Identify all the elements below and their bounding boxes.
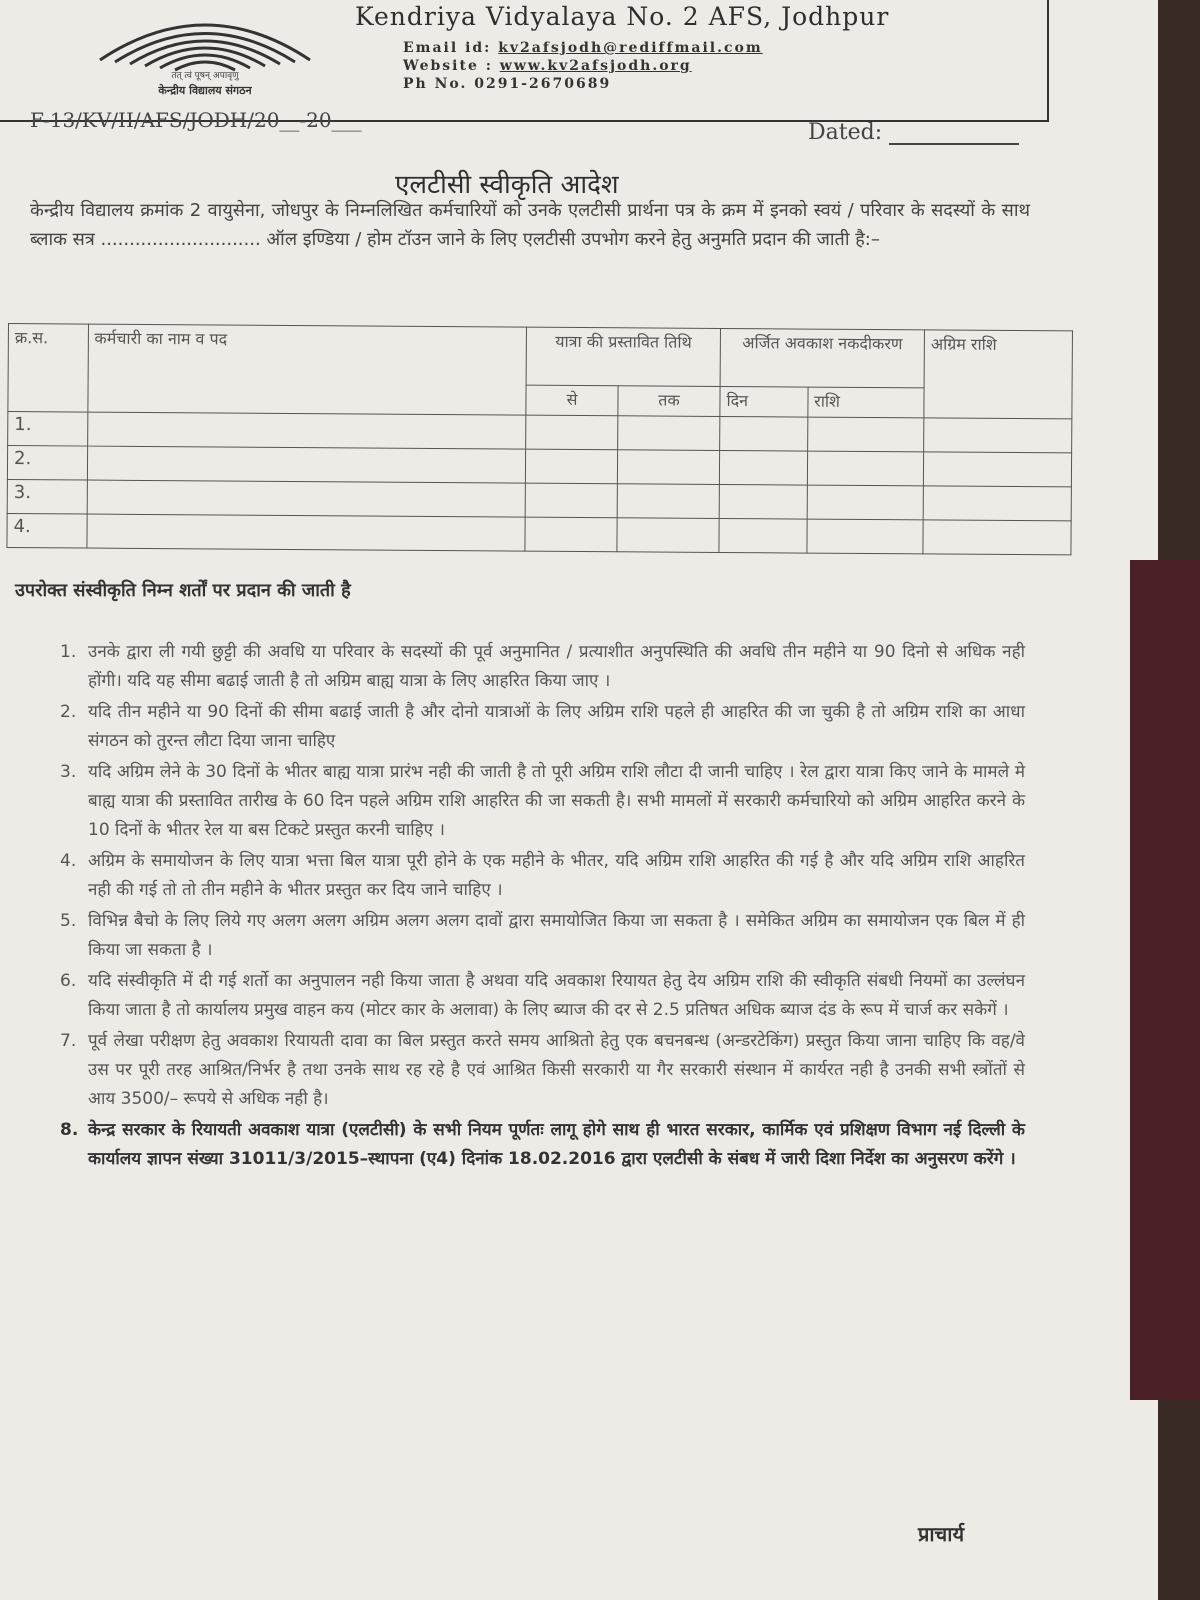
condition-number: 4.: [60, 851, 77, 871]
condition-item: [40, 638, 1025, 696]
table-row: [7, 513, 1071, 554]
email-line: [403, 40, 763, 56]
condition-number: 2.: [60, 702, 77, 722]
name-cell[interactable]: [87, 480, 526, 517]
name-cell[interactable]: [87, 446, 526, 483]
principal-signature-label: प्राचार्य: [918, 1522, 965, 1546]
row-number: 3.: [7, 479, 87, 514]
conditions-list: [40, 638, 1025, 1176]
ltc-employee-table: [6, 323, 1073, 555]
col-header-leave-encashment: अर्जित अवकाश नकदीकरण: [720, 328, 924, 387]
email-value: kv2afsjodh@rediffmail.com: [498, 40, 763, 56]
logo-motto: तत् त्वं पूषन् अपावृणु: [171, 71, 239, 81]
condition-number: 8.: [60, 1120, 79, 1140]
condition-text: यदि अग्रिम लेने के 30 दिनों के भीतर बाह्य यात्रा प्रारंभ नही की जाती है तो पूरी अग्रिम राशि लौटा दी जानी चाहिए । रेल द्वारा यात्रा किए जाने के मामले मे बाह्य यात्रा की प्रस्तावित तारीख के 60 दिन पहले अग्रिम राशि आहरित की जा सकती है। सभी मामलों में सरकारी कर्मचारियो को अग्रिम आहरित करने के 10 दिनों के भीतर रेल या बस टिकटे प्रस्तुत करनी चाहिए ।: [88, 762, 1025, 840]
phone-line: Ph No. 0291-2670689: [403, 76, 612, 92]
website-value: www.kv2afsjodh.org: [499, 58, 692, 74]
col-header-name: कर्मचारी का नाम व पद: [87, 324, 526, 415]
kvs-logo-icon: [60, 0, 350, 100]
document-title: एलटीसी स्वीकृति आदेश: [395, 170, 619, 200]
website-line: [403, 58, 692, 74]
condition-item: [40, 907, 1025, 965]
dated-label: Dated:: [808, 120, 883, 145]
condition-number: 3.: [60, 762, 77, 782]
col-header-days: दिन: [720, 386, 808, 417]
dated-field: [808, 120, 1019, 145]
intro-paragraph: केन्द्रीय विद्यालय क्रमांक 2 वायुसेना, जोधपुर के निम्नलिखित कर्मचारियों को उनके एलटीसी प्रार्थना पत्र के क्रम में इनको स्वयं / परिवार के सदस्यों के साथ ब्लाक सत्र ............................ ऑल इण्डिया / होम टॉउन जाने के लिए एलटीसी उपभोग करने हेतु अनुमति प्रदान की जाती है:–: [30, 200, 1030, 250]
col-header-amount: राशि: [808, 387, 924, 418]
row-number: 1.: [8, 412, 88, 447]
condition-text: केन्द्र सरकार के रियायती अवकाश यात्रा (एलटीसी) के सभी नियम पूर्णतः लागू होगे साथ ही भारत सरकार, कार्मिक एवं प्रशिक्षण विभाग नई दिल्ली के कार्यालय ज्ञापन संख्या 31011/3/2015–स्थापना (ए4) दिनांक 18.02.2016 द्वारा एलटीसी के संबध में जारी दिशा निर्देश का अनुसरण करेंगे ।: [88, 1120, 1025, 1169]
row-number: 4.: [7, 513, 87, 548]
reference-number: F-13/KV/II/AFS/JODH/20__-20___: [30, 108, 362, 132]
name-cell[interactable]: [87, 412, 526, 449]
condition-text: उनके द्वारा ली गयी छुट्टी की अवधि या परिवार के सदस्यों की पूर्व अनुमानित / प्रत्याशीत अनुपस्थिति की अवधि तीन महीने या 90 दिनो से अधिक नही होंगी। यदि यह सीमा बढाई जाती है तो अग्रिम बाह्य यात्रा के लिए आहरित किया जाए ।: [88, 642, 1025, 691]
col-header-from: से: [526, 385, 618, 416]
condition-item: [40, 1027, 1025, 1114]
condition-text: अग्रिम के समायोजन के लिए यात्रा भत्ता बिल यात्रा पूरी होने के एक महीने के भीतर, यदि अग्रिम राशि आहरित की गई है और यदि अग्रिम राशि आहरित नही की गई तो तो तीन महीने के भीतर प्रस्तुत कर दिय जाने चाहिए ।: [88, 851, 1025, 900]
background-edge: [1130, 560, 1200, 1400]
condition-text: यदि तीन महीने या 90 दिनों की सीमा बढाई जाती है और दोनो यात्राओं के लिए अग्रिम राशि पहले ही आहरित की जा चुकी है तो अग्रिम राशि का आधा संगठन को तुरन्त लौटा दिया जाना चाहिए: [88, 702, 1025, 751]
condition-number: 5.: [60, 911, 77, 931]
condition-number: 7.: [60, 1031, 77, 1051]
table-header-row: [8, 324, 1072, 389]
condition-text: पूर्व लेखा परीक्षण हेतु अवकाश रियायती दावा का बिल प्रस्तुत करते समय आश्रितो हेतु एक बचनबन्ध (अन्डरटेकिंग) प्रस्तुत किया जाना चाहिए कि वह/वे उस पर पूरी तरह आश्रित/निर्भर है तथा उनके साथ रह रहे है एवं आश्रित किसी सरकारी या गैर सरकारी संस्थान में कार्यरत नही है उनकी सभी स्त्रोंतों से आय 3500/– रूपये से अधिक नही है।: [88, 1031, 1025, 1109]
condition-item: [40, 698, 1025, 756]
col-header-travel-date: यात्रा की प्रस्तावित तिथि: [526, 327, 720, 386]
col-header-to: तक: [618, 386, 720, 417]
condition-item: [40, 847, 1025, 905]
col-header-sn: क्र.स.: [8, 324, 88, 413]
condition-item: [40, 1116, 1025, 1174]
name-cell[interactable]: [86, 514, 525, 551]
website-label: Website :: [403, 58, 493, 74]
condition-item: [40, 758, 1025, 845]
school-name: Kendriya Vidyalaya No. 2 AFS, Jodhpur: [355, 2, 890, 31]
logo-org-name: केन्द्रीय विद्यालय संगठन: [158, 84, 252, 97]
col-header-advance: अग्रिम राशि: [924, 330, 1073, 419]
condition-text: यदि संस्वीकृति में दी गई शर्तो का अनुपालन नही किया जाता है अथवा यदि अवकाश रियायत हेतु देय अग्रिम राशि की स्वीकृति संबधी नियमों का उल्लंघन किया जाता है तो कार्यालय प्रमुख वाहन कय (मोटर कार के अलावा) के लिए ब्याज की दर से 2.5 प्रतिषत अधिक ब्याज दंड के रूप में चार्ज कर सकेगें ।: [88, 971, 1025, 1020]
condition-text: विभिन्न बैचो के लिए लिये गए अलग अलग अग्रिम अलग अलग दावों द्वारा समायोजित किया जा सकता है । समेकित अग्रिम का समायोजन एक बिल में ही किया जा सकता है ।: [88, 911, 1025, 960]
condition-number: 6.: [60, 971, 77, 991]
condition-item: [40, 967, 1025, 1025]
row-number: 2.: [7, 446, 87, 481]
dated-blank-line: [889, 125, 1019, 145]
conditions-heading: उपरोक्त संस्वीकृति निम्न शर्तों पर प्रदान की जाती है: [15, 580, 351, 601]
email-label: Email id:: [403, 40, 492, 56]
condition-number: 1.: [60, 642, 77, 662]
